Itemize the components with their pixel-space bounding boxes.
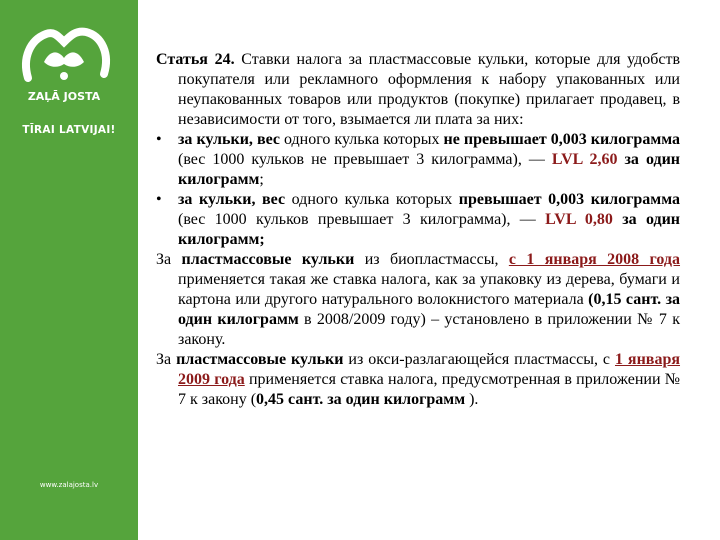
- para2-text: из биопластмассы,: [354, 251, 509, 268]
- bullet1-text: (вес 1000 кульков не превышает 3 килограмма), —: [178, 151, 552, 168]
- article-heading-paragraph: [156, 50, 680, 130]
- bullet2-text: за один килограмм;: [178, 211, 681, 248]
- date-link[interactable]: 1 января 2009 года: [178, 351, 681, 388]
- bullet-item-2: [156, 190, 680, 250]
- para3-text: применяется ставка налога, предусмотренная в приложении № 7 к закону (: [178, 371, 681, 408]
- bullet2-text: одного кулька которых: [285, 191, 459, 208]
- bullet1-text: не превышает 0,003 килограмма: [443, 131, 681, 148]
- bullet1-text: за кульки, вес: [178, 131, 280, 148]
- website-link[interactable]: www.zalajosta.lv: [39, 481, 99, 489]
- bullet-item-1: [156, 130, 680, 190]
- para3-text: из окси-разлагающейся пластмассы, с: [343, 351, 615, 368]
- para3-text: пластмассовые кульки: [176, 351, 344, 368]
- bullet2-text: (вес 1000 кульков превышает 3 килограмма), —: [178, 211, 546, 228]
- sidebar: [0, 0, 138, 540]
- bullet2-text: превышает 0,003 килограмма: [458, 191, 680, 208]
- paragraph-biodegradable: [156, 250, 680, 350]
- para3-text: 0,45 сант. за один килограмм: [256, 391, 466, 408]
- para2-text: За: [156, 251, 182, 268]
- article-heading: Статья 24.: [156, 51, 235, 68]
- bullet1-text: ;: [259, 171, 264, 188]
- rate-value: LVL 0,80: [545, 211, 613, 228]
- zala-josta-logo: [14, 18, 114, 108]
- bullet1-text: за один килограмм: [178, 151, 681, 188]
- heading-text: Ставки налога за пластмассовые кульки, которые для удобств покупателя или рекламного оформления к набору упакованных или неупакованных товаров или продуктов (покупке) прилагает продавец, в независимости от того, взымается ли плата за них:: [178, 51, 680, 128]
- bullet2-text: за кульки, вес: [178, 191, 286, 208]
- para2-text: в 2008/2009 году) – установлено в приложении № 7 к закону.: [178, 311, 680, 348]
- logo-text: ZAĻĀ JOSTA: [27, 90, 101, 103]
- para2-text: (0,15 сант. за один килограмм: [178, 291, 680, 328]
- slogan: TĪRAI LATVIJAI!: [22, 124, 116, 136]
- rate-value: LVL 2,60: [551, 151, 618, 168]
- bullet1-text: одного кулька которых: [279, 131, 444, 148]
- para3-text: ).: [465, 391, 479, 408]
- paragraph-oxo-degradable: [156, 350, 680, 410]
- date-link[interactable]: с 1 января 2008 года: [508, 251, 681, 268]
- para3-text: За: [156, 351, 177, 368]
- para2-text: применяется такая же ставка налога, как за упаковку из дерева, бумаги и картона или другого натурального волокнистого материала: [178, 271, 680, 308]
- bullet-icon: •: [156, 131, 162, 148]
- para2-text: пластмассовые кульки: [181, 251, 355, 268]
- article-content: [156, 50, 680, 410]
- bullet-icon: •: [156, 191, 162, 208]
